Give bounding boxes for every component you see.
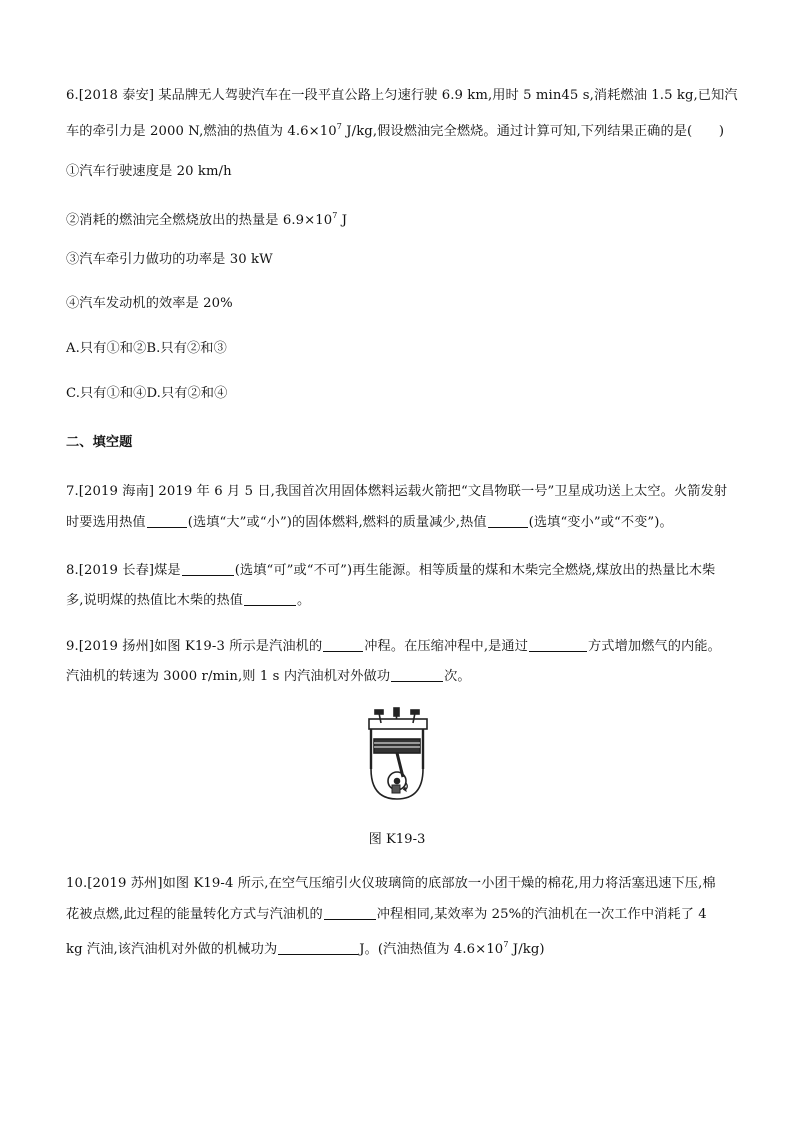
answer-blank[interactable] (391, 667, 443, 682)
q7-text-1: 7.[2019 海南] 2019 年 6 月 5 日,我国首次用固体燃料运载火箭把“文昌物联一号”卫星成功送上太空。火箭发射 (66, 484, 728, 499)
q6-stem-line-1 (66, 86, 738, 106)
answer-blank[interactable] (488, 513, 528, 528)
q6-statement-4 (66, 294, 233, 314)
q6-statement-4-text: ④汽车发动机的效率是 20% (66, 296, 233, 311)
q7-line-2 (66, 513, 732, 533)
answer-blank[interactable] (182, 561, 234, 576)
answer-blank[interactable] (324, 905, 376, 920)
q6-statement-2 (66, 206, 347, 231)
exponent: 7 (332, 211, 338, 220)
q6-statement-3 (66, 250, 273, 270)
q10-text-3a: kg 汽油,该汽油机对外做的机械功为 (66, 942, 278, 957)
q10-line-1 (66, 874, 732, 894)
exponent: 7 (503, 940, 509, 949)
q9-text-1c: 方式增加燃气的内能。 (588, 639, 721, 654)
q10-text-2a: 花被点燃,此过程的能量转化方式与汽油机的 (66, 907, 323, 922)
q9-line-2 (66, 667, 732, 687)
figure-caption-text: 图 K19-3 (368, 832, 426, 847)
q6-options-ab (66, 339, 227, 359)
q9-line-1 (66, 637, 732, 657)
q8-text-1a: 8.[2019 长春]煤是 (66, 563, 181, 578)
q10-text-3c: J/kg) (508, 942, 545, 957)
answer-blank[interactable] (244, 591, 296, 606)
spark-plug (394, 708, 399, 716)
q7-text-2a: 时要选用热值 (66, 515, 146, 530)
q6-stem-text-2a: 车的牵引力是 2000 N,燃油的热值为 4.6×10 (66, 124, 337, 139)
cylinder-head (369, 719, 427, 729)
q6-statement-1-text: ①汽车行驶速度是 20 km/h (66, 164, 232, 179)
answer-blank[interactable] (278, 940, 358, 955)
answer-blank[interactable] (323, 637, 363, 652)
q6-statement-2-text-b: J (337, 213, 348, 228)
section-heading (66, 433, 132, 453)
answer-blank[interactable] (529, 637, 587, 652)
q6-options-ab-text: A.只有①和②B.只有②和③ (66, 341, 227, 356)
q7-text-2c: (选填“变小”或“不变”)。 (528, 515, 673, 530)
q10-text-3b: J。(汽油热值为 4.6×10 (359, 942, 504, 957)
q10-text-1: 10.[2019 苏州]如图 K19-4 所示,在空气压缩引火仪玻璃筒的底部放一小团干燥的棉花,用力将活塞迅速下压,棉 (66, 876, 716, 891)
q8-text-2a: 多,说明煤的热值比木柴的热值 (66, 593, 244, 608)
q6-statement-2-text-a: ②消耗的燃油完全燃烧放出的热量是 6.9×10 (66, 213, 333, 228)
q6-stem-text-1: 6.[2018 泰安] 某品牌无人驾驶汽车在一段平直公路上匀速行驶 6.9 km,用时 5 min45 s,消耗燃油 1.5 kg,已知汽 (66, 88, 738, 103)
piston (374, 739, 420, 753)
q8-text-2b: 。 (297, 593, 311, 608)
q6-statement-1 (66, 162, 232, 182)
q9-text-1b: 冲程。在压缩冲程中,是通过 (364, 639, 528, 654)
q6-stem-text-2b: J/kg,假设燃油完全燃烧。通过计算可知,下列结果正确的是( ) (341, 124, 725, 139)
q8-line-2 (66, 591, 732, 611)
q9-text-2a: 汽油机的转速为 3000 r/min,则 1 s 内汽油机对外做功 (66, 669, 391, 684)
q8-line-1 (66, 561, 732, 581)
answer-blank[interactable] (147, 513, 187, 528)
q6-options-cd-text: C.只有①和④D.只有②和④ (66, 386, 228, 401)
section-heading-text: 二、填空题 (66, 435, 133, 450)
q10-text-2b: 冲程相同,某效率为 25%的汽油机在一次工作中消耗了 4 (376, 907, 707, 922)
figure-caption (0, 828, 794, 847)
q8-text-1b: (选填“可”或“不可”)再生能源。相等质量的煤和木柴完全燃烧,煤放出的热量比木柴 (234, 563, 716, 578)
q6-stem-line-2 (66, 117, 732, 142)
q10-line-2 (66, 905, 732, 925)
q10-line-3 (66, 935, 732, 960)
q6-statement-3-text: ③汽车牵引力做功的功率是 30 kW (66, 252, 273, 267)
q9-text-2b: 次。 (444, 669, 471, 684)
q7-line-1 (66, 482, 732, 502)
q9-text-1a: 9.[2019 扬州]如图 K19-3 所示是汽油机的 (66, 639, 323, 654)
q6-options-cd (66, 384, 227, 404)
engine-cylinder-figure (363, 707, 435, 801)
exponent: 7 (336, 122, 342, 131)
q7-text-2b: (选填“大”或“小”)的固体燃料,燃料的质量减少,热值 (187, 515, 487, 530)
